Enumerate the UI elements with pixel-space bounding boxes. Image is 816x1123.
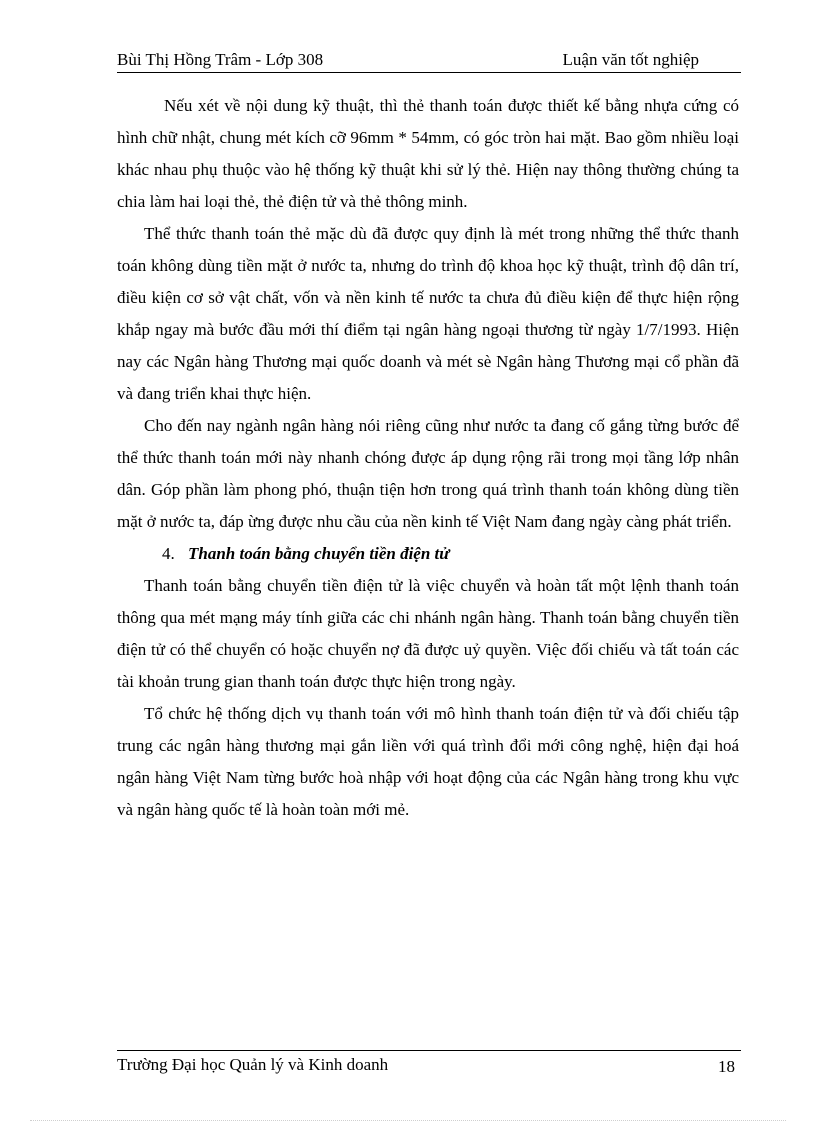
page-number: 18 — [718, 1057, 735, 1076]
document-body — [117, 90, 739, 826]
page-header — [117, 48, 741, 73]
section-heading — [117, 538, 739, 570]
page-footer — [117, 1050, 741, 1081]
paragraph: Cho đến nay ngành ngân hàng nói riêng cũng như nước ta đang cố gắng từng bước để thể thức thanh toán mới này nhanh chóng được áp dụng rộng rãi trong mọi tầng lớp nhân dân. Góp phần làm phong phó, thuận tiện hơn trong quá trình thanh toán không dùng tiền mặt ở nước ta, đáp ừng được nhu cầu của nền kinh tế Việt Nam đang ngày càng phát triển. — [117, 416, 739, 531]
paragraph: Nếu xét về nội dung kỹ thuật, thì thẻ thanh toán được thiết kế bằng nhựa cứng có hình chữ nhật, chung mét kích cỡ 96mm * 54mm, có góc tròn hai mặt. Bao gồm nhiều loại khác nhau phụ thuộc vào hệ thống kỹ thuật khi sử lý thẻ. Hiện nay thông thường chúng ta chia làm hai loại thẻ, thẻ điện tử và thẻ thông minh. — [117, 96, 739, 211]
paragraph: Tổ chức hệ thống dịch vụ thanh toán với mô hình thanh toán điện tử và đối chiếu tập trung các ngân hàng thương mại gắn liền với quá trình đổi mới công nghệ, hiện đại hoá ngân hàng Việt Nam từng bước hoà nhập với hoạt động của các Ngân hàng trong khu vực và ngân hàng quốc tế là hoàn toàn mới mẻ. — [117, 704, 739, 819]
section-title: Thanh toán bằng chuyển tiền điện tử — [188, 544, 450, 563]
paragraph: Thanh toán bằng chuyển tiền điện tử là việc chuyển và hoàn tất một lệnh thanh toán thông qua mét mạng máy tính giữa các chi nhánh ngân hàng. Thanh toán bằng chuyển tiền điện tử có thể chuyển có hoặc chuyển nợ đã được uỷ quyền. Việc đối chiếu và tất toán các tài khoản trung gian thanh toán được thực hiện trong ngày. — [117, 576, 739, 691]
page-edge-divider — [30, 1120, 786, 1121]
header-author: Bùi Thị Hồng Trâm - Lớp 308 — [117, 50, 324, 69]
header-title: Luận văn tốt nghiệp — [562, 50, 699, 69]
footer-school: Trường Đại học Quản lý và Kinh doanh — [117, 1055, 389, 1074]
paragraph: Thể thức thanh toán thẻ mặc dù đã được quy định là mét trong những thể thức thanh toán không dùng tiền mặt ở nước ta, nhưng do trình độ khoa học kỹ thuật, trình độ dân trí, điều kiện cơ sở vật chất, vốn và nền kinh tế nước ta chưa đủ điều kiện để thực hiện rộng khắp ngay mà bước đầu mới thí điểm tại ngân hàng ngoại thương từ ngày 1/7/1993. Hiện nay các Ngân hàng Thương mại quốc doanh và mét sè Ngân hàng Thương mại cổ phần đã và đang triển khai thực hiện. — [117, 224, 739, 403]
section-number: 4. — [162, 544, 175, 563]
